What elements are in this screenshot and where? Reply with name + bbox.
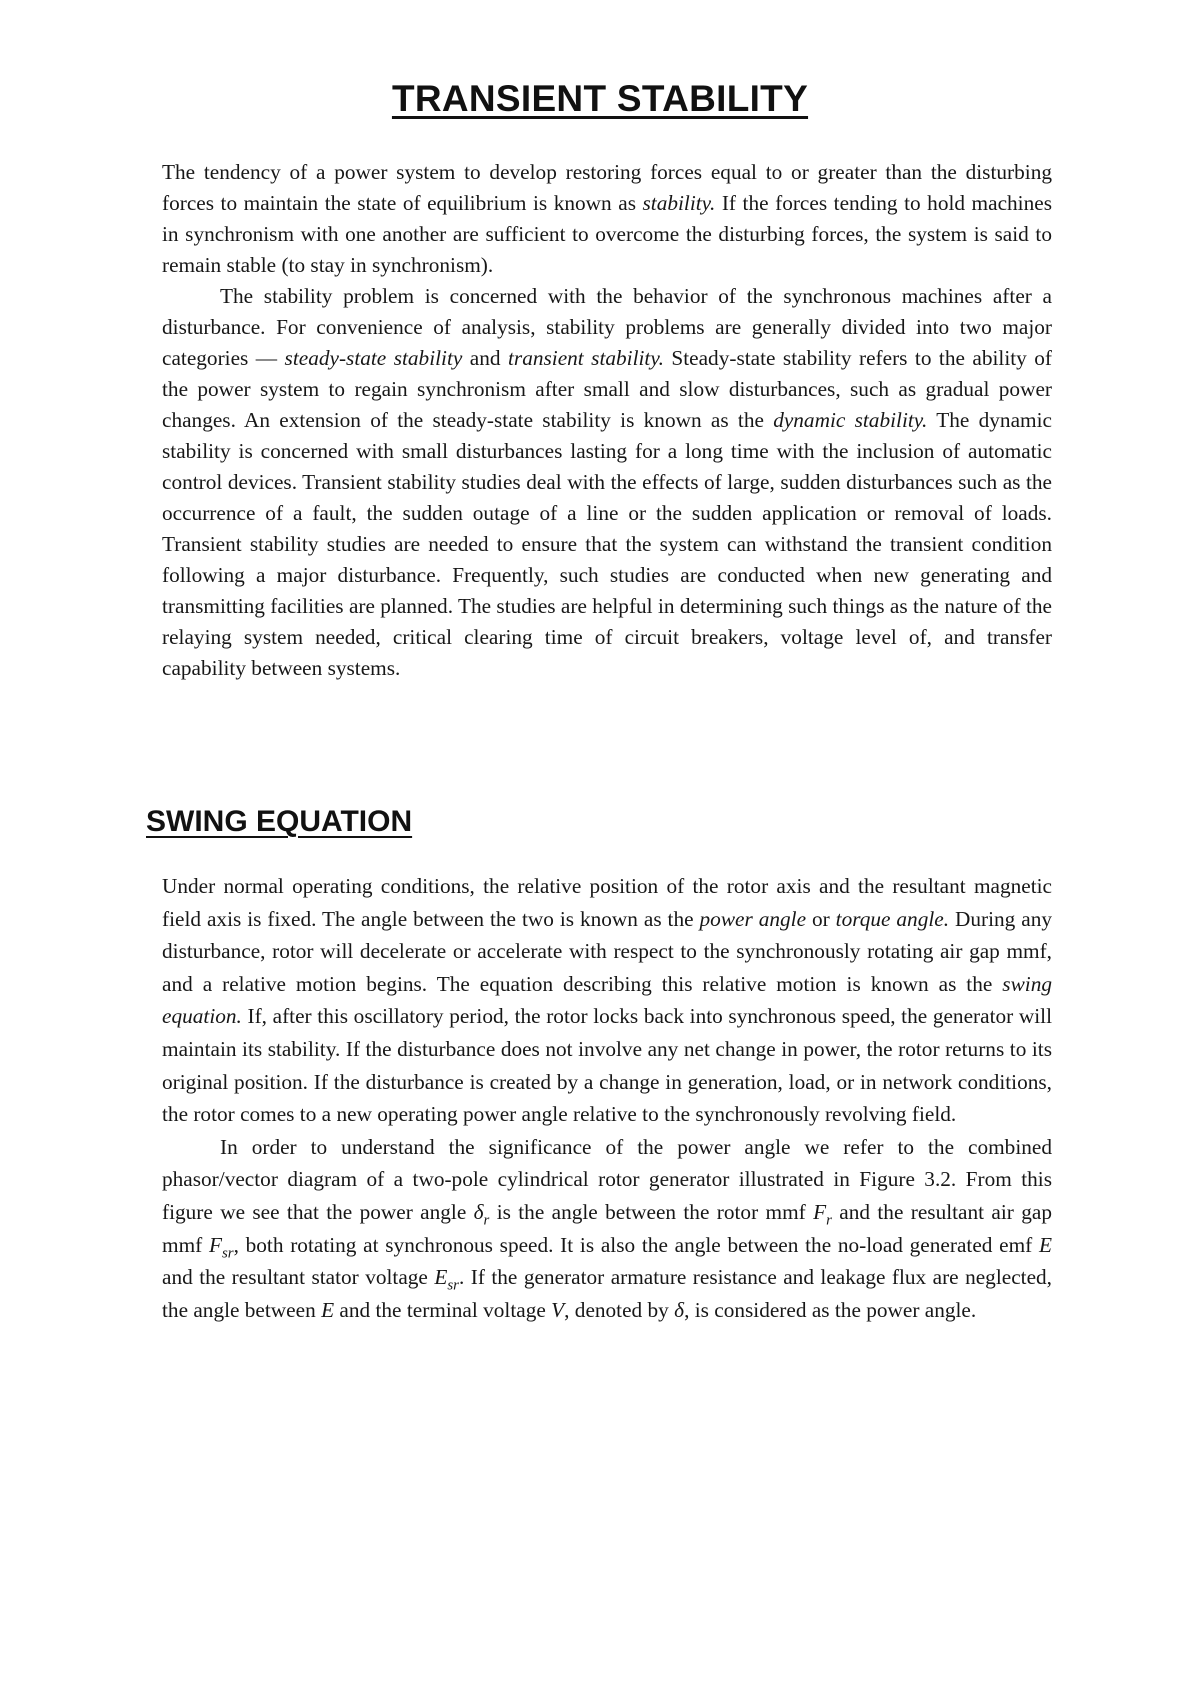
subscript-r: r: [483, 1212, 490, 1229]
text-span: The dynamic stability is concerned with small disturbances lasting for a long time with the inclusion of automatic control devices. Transient stability studies deal with the effects of large, sudden disturbances such as the occurrence of a fault, the sudden outage of a line or the sudden application or removal of loads. Transient stability studies are needed to ensure that the system can withstand the transient condition following a major disturbance. Frequently, such studies are conducted when new generating and transmitting facilities are planned. The studies are helpful in determining such things as the nature of the relaying system needed, critical clearing time of circuit breakers, voltage level of, and transfer capability between systems.: [162, 408, 1052, 680]
term-power-angle: power angle: [699, 906, 807, 931]
text-span: , both rotating at synchronous speed. It is also the angle between the no-load generated emf: [233, 1232, 1039, 1257]
paragraph-stability-definition: [162, 157, 1052, 281]
text-span: During any disturbance, rotor will decelerate or accelerate with respect to the synchronously rotating air gap mmf, and a relative motion begins. The equation describing this relative motion is known as the: [162, 906, 1053, 996]
term-stability: stability.: [642, 191, 716, 215]
text-span: and the resultant stator voltage: [162, 1265, 435, 1290]
text-span: Steady-state stability refers to the ability of the power system to regain synchronism after small and slow disturbances, such as gradual power changes. An extension of the steady-state stability is known as the: [162, 346, 1052, 432]
subscript-sr: sr: [447, 1277, 459, 1294]
text-span: The stability problem is concerned with the behavior of the synchronous machines after a disturbance. For convenience of analysis, stability problems are generally divided into two major categories —: [162, 284, 1052, 370]
text-span: , denoted by: [564, 1297, 675, 1322]
page-title: TRANSIENT STABILITY: [391, 78, 809, 119]
transient-stability-body: [162, 157, 1052, 684]
term-dynamic-stability: dynamic stability.: [773, 408, 928, 432]
subscript-r: r: [826, 1212, 832, 1229]
term-torque-angle: torque angle.: [835, 906, 950, 931]
text-span: . If the generator armature resistance and leakage flux are neglected, the angle between: [162, 1265, 1052, 1322]
symbol-F: F: [813, 1199, 827, 1224]
text-span: Under normal operating conditions, the relative position of the rotor axis and the resultant magnetic field axis is fixed. The angle between the two is known as the: [162, 874, 1052, 931]
symbol-delta: δ: [674, 1297, 685, 1322]
text-span: is the angle between the rotor mmf: [489, 1199, 814, 1224]
text-span: and the terminal voltage: [334, 1297, 552, 1322]
text-span: If, after this oscillatory period, the rotor locks back into synchronous speed, the generator will maintain its stability. If the disturbance does not involve any net change in power, the rotor returns to its original position. If the disturbance is created by a change in generation, load, or in network conditions, the rotor comes to a new operating power angle relative to the synchronously revolving field.: [162, 1004, 1052, 1127]
paragraph-power-angle: [162, 870, 1052, 1131]
text-span: and the resultant air gap mmf: [162, 1199, 1052, 1257]
section-heading-swing-equation: SWING EQUATION: [146, 805, 413, 838]
paragraph-phasor-diagram: [162, 1131, 1052, 1327]
term-swing-equation: swing equation.: [162, 971, 1052, 1029]
text-span: In order to understand the significance of the power angle we refer to the combined phasor/vector diagram of a two-pole cylindrical rotor generator illustrated in Figure 3.2. From this figure we see that the power angle: [162, 1134, 1052, 1224]
swing-equation-body: [162, 870, 1052, 1326]
symbol-delta: δ: [473, 1199, 484, 1224]
text-span: or: [806, 906, 836, 931]
symbol-E: E: [1038, 1232, 1052, 1257]
symbol-V: V: [551, 1297, 565, 1322]
text-span: , is considered as the power angle.: [684, 1297, 977, 1322]
term-transient-stability: transient stability.: [507, 346, 664, 370]
text-span: If the forces tending to hold machines in synchronism with one another are sufficient to overcome the disturbing forces, the system is said to remain stable (to stay in synchronism).: [162, 191, 1052, 277]
symbol-E: E: [321, 1297, 335, 1322]
paragraph-stability-problem: [162, 281, 1052, 684]
subscript-sr: sr: [221, 1244, 234, 1261]
text-span: and: [462, 346, 508, 370]
symbol-E: E: [434, 1265, 448, 1290]
term-steady-state-stability: steady-state stability: [284, 346, 463, 370]
text-span: The tendency of a power system to develop restoring forces equal to or greater than the disturbing forces to maintain the state of equilibrium is known as: [162, 160, 1052, 215]
symbol-F: F: [208, 1232, 222, 1257]
